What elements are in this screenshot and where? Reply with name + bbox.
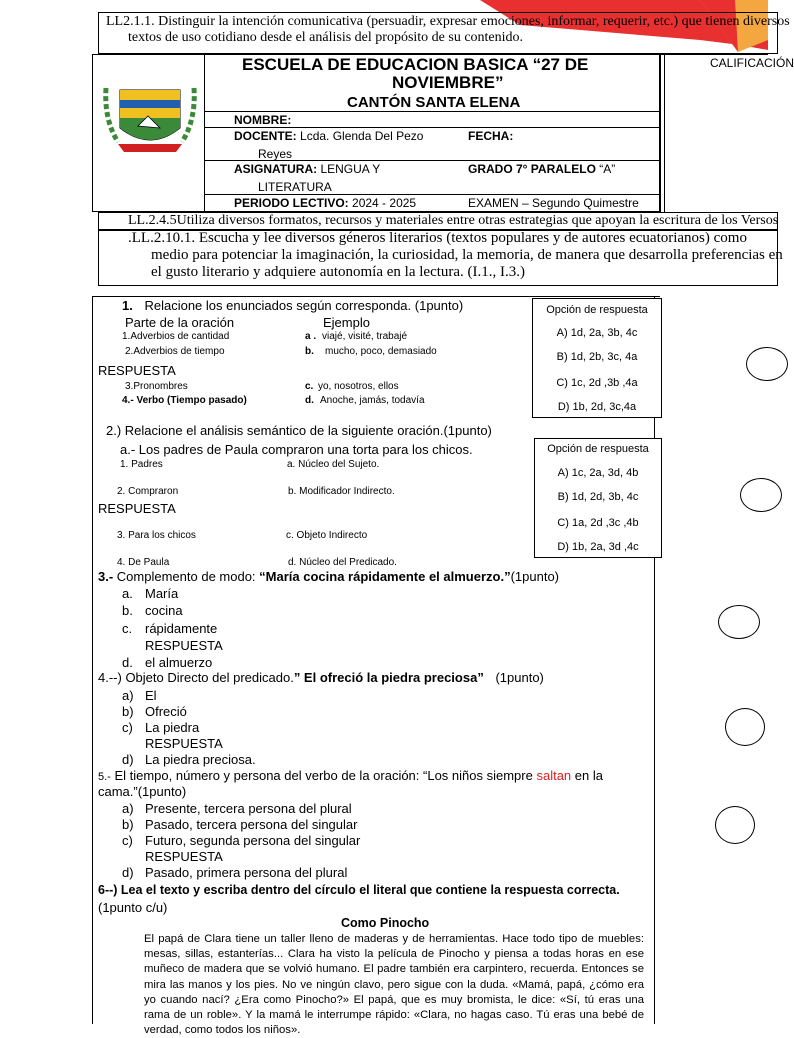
q2-sentence: a.- Los padres de Paula compraron una torta para los chicos. xyxy=(120,442,473,457)
q1-right-letter-d: d. xyxy=(305,395,314,406)
objective-1-text: LL2.1.1. Distinguir la intención comunicativa (persuadir, expresar emociones, informar, requerir, etc.) que tienen diversos xyxy=(106,14,790,29)
q3-label: Complemento de modo: xyxy=(116,569,256,584)
docente-value-2: Reyes xyxy=(258,147,293,161)
q5-letter-b: b) xyxy=(122,817,134,832)
objective-3-line-3: el gusto literario y adquiere autonomía en la lectura. (I.1., I.3.) xyxy=(151,264,526,280)
q4-title xyxy=(98,670,544,685)
periodo-row xyxy=(234,196,416,210)
q3-option-a: María xyxy=(145,586,179,601)
objective-2-text: LL.2.4.5Utiliza diversos formatos, recursos y materiales entre otras estrategias que apoyan la escritura de los Versos xyxy=(128,213,779,228)
q1-right-item-a: viajé, visité, trabajé xyxy=(322,331,408,342)
q1-right-letter-b: b. xyxy=(305,346,314,357)
q5-respuesta: RESPUESTA xyxy=(145,849,223,864)
q3-letter-b: b. xyxy=(122,603,133,618)
q2-left-item-4: 4. De Paula xyxy=(117,557,170,568)
q2-options-title: Opción de respuesta xyxy=(547,443,649,455)
asignatura-row xyxy=(234,162,380,176)
q3-prefix: 3.- xyxy=(98,569,114,584)
q4-option-b: Ofreció xyxy=(145,704,187,719)
q4-respuesta: RESPUESTA xyxy=(145,736,223,751)
objective-3-line-2: medio para potenciar la imaginación, la curiosidad, la memoria, de manera que desarrolla preferencias en xyxy=(151,247,783,263)
q1-right-item-b: mucho, poco, demasiado xyxy=(325,346,437,357)
q1-left-item-1: 1.Adverbios de cantidad xyxy=(122,331,230,342)
q2-respuesta: RESPUESTA xyxy=(98,501,176,516)
school-name-line-1: ESCUELA DE EDUCACION BASICA “27 DE xyxy=(242,55,589,74)
q1-option-a: A) 1d, 2a, 3b, 4c xyxy=(556,327,638,339)
school-logo xyxy=(98,80,202,160)
q2-option-a: A) 1c, 2a, 3d, 4b xyxy=(557,467,639,479)
q5-highlight: saltan xyxy=(536,768,572,783)
q1-right-item-c: yo, nosotros, ellos xyxy=(318,381,399,392)
q5-text-2: en la xyxy=(571,768,603,783)
asignatura-label: ASIGNATURA: xyxy=(234,162,318,176)
q4-points: (1punto) xyxy=(495,670,544,685)
q3-letter-d: d. xyxy=(122,655,133,670)
fecha-label: FECHA: xyxy=(468,129,514,143)
objective-3-line-1: .LL.2.10.1. Escucha y lee diversos géneros literarios (textos populares y de autores ecuatorianos) como xyxy=(128,230,747,246)
q1-options-box xyxy=(532,298,662,418)
q3-title xyxy=(98,569,559,584)
q1-col-right-header: Ejemplo xyxy=(323,315,370,330)
q3-letter-c: c. xyxy=(122,621,133,636)
q6-title: 6--) Lea el texto y escriba dentro del círculo el literal que contiene la respuesta correcta. xyxy=(98,883,620,897)
q5-title-line-2: cama.”(1punto) xyxy=(98,784,187,799)
q1-respuesta: RESPUESTA xyxy=(98,363,176,378)
docente-row xyxy=(234,129,423,143)
q1-left-item-3: 3.Pronombres xyxy=(125,381,188,392)
q3-points: (1punto) xyxy=(510,569,560,584)
q5-text-1: El tiempo, número y persona del verbo de la oración: “Los niños siempre xyxy=(110,768,537,783)
q4-prefix: 4.--) Objeto Directo del predicado. xyxy=(98,670,294,685)
q3-option-b: cocina xyxy=(145,603,183,618)
q2-answer-circle[interactable] xyxy=(740,478,782,512)
q5-letter-c: c) xyxy=(122,833,133,848)
docente-label: DOCENTE: xyxy=(234,129,297,143)
nombre-label: NOMBRE: xyxy=(234,113,292,127)
q1-right-item-d: Anoche, jamás, todavía xyxy=(320,395,425,406)
q5-option-a: Presente, tercera persona del plural xyxy=(145,801,352,816)
q2-options-box xyxy=(534,438,662,558)
q4-option-a: El xyxy=(145,688,157,703)
objective-1b-text: textos de uso cotidiano desde el análisis del propósito de su contenido. xyxy=(128,30,524,45)
q4-letter-a: a) xyxy=(122,688,134,703)
q3-option-c: rápidamente xyxy=(145,621,218,636)
q5-answer-circle[interactable] xyxy=(715,806,755,844)
canton-name: CANTÓN SANTA ELENA xyxy=(347,94,521,111)
q5-option-d: Pasado, primera persona del plural xyxy=(145,865,348,880)
q1-left-item-4: 4.- Verbo (Tiempo pasado) xyxy=(122,395,247,406)
q5-title xyxy=(98,768,603,783)
q3-letter-a: a. xyxy=(122,586,133,601)
q4-letter-b: b) xyxy=(122,704,134,719)
q1-col-left-header: Parte de la oración xyxy=(125,315,235,330)
q5-option-c: Futuro, segunda persona del singular xyxy=(145,833,361,848)
q2-option-b: B) 1d, 2d, 3b, 4c xyxy=(557,491,639,503)
q3-sentence: “María cocina rápidamente el almuerzo.” xyxy=(259,569,511,584)
q1-option-c: C) 1c, 2d ,3b ,4a xyxy=(556,377,638,389)
asignatura-value: LENGUA Y xyxy=(320,162,381,176)
q1-number: 1. xyxy=(122,298,133,313)
q1-left-item-2: 2.Adverbios de tiempo xyxy=(125,346,225,357)
q1-right-letter-c: c. xyxy=(305,381,314,392)
q1-option-d: D) 1b, 2d, 3c,4a xyxy=(557,401,637,413)
q2-right-item-d: d. Núcleo del Predicado. xyxy=(288,557,397,568)
q5-letter-d: d) xyxy=(122,865,134,880)
q4-sentence: ” El ofreció la piedra preciosa” xyxy=(293,670,484,685)
q4-letter-c: c) xyxy=(122,720,133,735)
q2-right-item-b: b. Modificador Indirecto. xyxy=(288,486,395,497)
q1-options-title: Opción de respuesta xyxy=(546,304,648,316)
q5-letter-a: a) xyxy=(122,801,134,816)
q2-title xyxy=(106,423,492,438)
q2-points: (1punto) xyxy=(443,423,492,438)
q2-right-item-c: c. Objeto Indirecto xyxy=(286,530,368,541)
docente-value: Lcda. Glenda Del Pezo xyxy=(300,129,424,143)
q3-answer-circle[interactable] xyxy=(718,605,760,639)
q4-option-d: La piedra preciosa. xyxy=(145,752,256,767)
q1-title xyxy=(122,298,463,313)
story-text: El papá de Clara tiene un taller lleno de maderas y de herramientas. Hace todo tipo de muebles: mesas, sillas, estanterías... Clara ha visto la película de Pinocho y piensa a todas horas en ese muñeco de madera que se volvió humano. El padre también era carpintero, recuerda. Entonces se mira las manos y los pies. No ve ningún clavo, pero sigue con la duda. «Mamá, papá, ¿cómo era yo cuando nací? ¿Era como Pinocho?» El papá, que es muy bromista, le dice: «Sí, tú eras una rama de un roble». Y la mamá le interrumpe rápido: «Clara, no hagas caso. Tú eras una bebé de verdad, como todos los niños». xyxy=(144,933,644,1037)
asignatura-value-2: LITERATURA xyxy=(258,180,332,194)
q2-left-item-2: 2. Compraron xyxy=(117,486,179,497)
q2-option-c: C) 1a, 2d ,3c ,4b xyxy=(557,517,639,529)
q1-option-b: B) 1d, 2b, 3c, 4a xyxy=(556,351,638,363)
q1-answer-circle[interactable] xyxy=(746,347,788,381)
grado-value: “A” xyxy=(599,162,616,176)
calificacion-label: CALIFICACIÓN xyxy=(710,56,794,70)
q2-title-text: 2.) Relacione el análisis semántico de la siguiente oración. xyxy=(106,423,444,438)
q4-option-c: La piedra xyxy=(145,720,200,735)
q5-option-b: Pasado, tercera persona del singular xyxy=(145,817,358,832)
q1-right-letter-a: a . xyxy=(305,331,317,342)
q3-respuesta: RESPUESTA xyxy=(145,638,223,653)
q2-left-item-1: 1. Padres xyxy=(120,459,163,470)
q3-option-d: el almuerzo xyxy=(145,655,213,670)
school-name-line-2: NOVIEMBRE” xyxy=(392,73,504,92)
grado-row xyxy=(468,162,615,176)
q5-prefix: 5.- xyxy=(98,771,111,783)
q2-right-item-a: a. Núcleo del Sujeto. xyxy=(287,459,380,470)
periodo-label: PERIODO LECTIVO: xyxy=(234,196,349,210)
q2-option-d: D) 1b, 2a, 3d ,4c xyxy=(557,541,639,553)
q4-letter-d: d) xyxy=(122,752,134,767)
q4-answer-circle[interactable] xyxy=(725,708,765,746)
examen-label: EXAMEN – Segundo Quimestre xyxy=(468,196,639,210)
q6-points: (1punto c/u) xyxy=(98,900,168,915)
q2-left-item-3: 3. Para los chicos xyxy=(117,530,196,541)
periodo-value: 2024 - 2025 xyxy=(352,196,417,210)
q1-title-text: Relacione los enunciados según corresponda. (1punto) xyxy=(144,298,464,313)
story-title: Como Pinocho xyxy=(341,916,430,930)
grado-label: GRADO 7° PARALELO xyxy=(468,162,596,176)
